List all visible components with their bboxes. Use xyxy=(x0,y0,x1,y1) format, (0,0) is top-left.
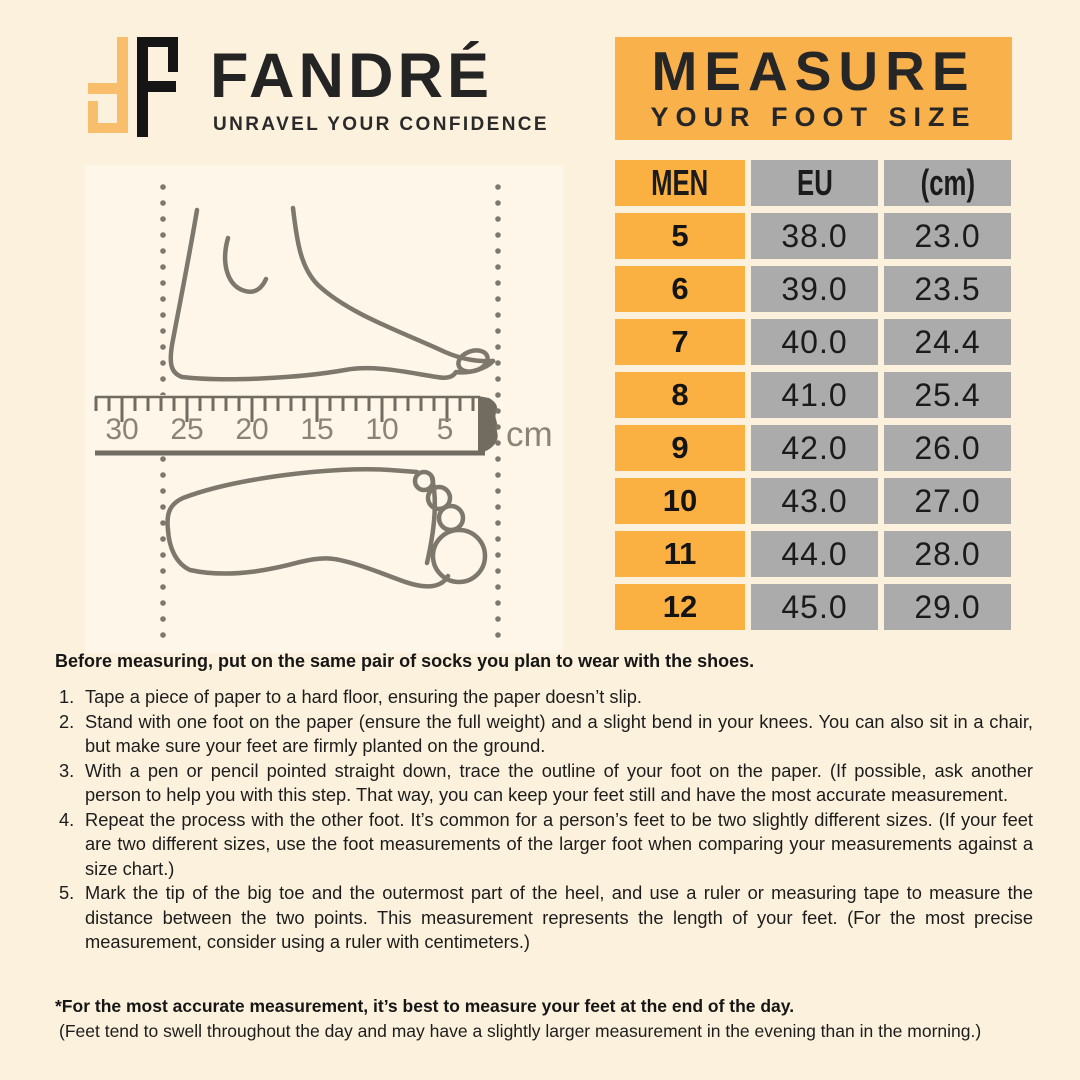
cell-men-size: 6 xyxy=(615,266,745,312)
ruler-label-20: 20 xyxy=(235,413,269,446)
instruction-step: Mark the tip of the big toe and the outermost part of the heel, and use a ruler or measuring tape to measure the distance between the two points. This measurement represents the length of your feet. (For the most precise measurement, consider using a ruler with centimeters.) xyxy=(85,882,1033,953)
header-eu: EU xyxy=(751,160,878,206)
cell-eu-size: 38.0 xyxy=(751,213,878,259)
ruler-label-30: 30 xyxy=(105,413,139,446)
ruler xyxy=(95,395,553,455)
header-men: MEN xyxy=(615,160,745,206)
cell-men-size: 10 xyxy=(615,478,745,524)
banner-title: MEASURE xyxy=(651,40,976,102)
ruler-label-10: 10 xyxy=(365,413,399,446)
cell-eu-size: 39.0 xyxy=(751,266,878,312)
brand-text xyxy=(210,33,549,136)
footnote-normal: (Feet tend to swell throughout the day and may have a slightly larger measurement in the evening than in the morning.) xyxy=(59,1021,982,1041)
cell-cm-size: 29.0 xyxy=(884,584,1011,630)
cell-eu-size: 45.0 xyxy=(751,584,878,630)
banner-subtitle: YOUR FOOT SIZE xyxy=(650,102,977,132)
dotted-line-right xyxy=(495,184,501,638)
brand-header xyxy=(88,33,549,138)
instructions-section xyxy=(55,651,1033,955)
cell-men-size: 12 xyxy=(615,584,745,630)
cell-cm-size: 24.4 xyxy=(884,319,1011,365)
cell-men-size: 11 xyxy=(615,531,745,577)
cell-cm-size: 25.4 xyxy=(884,372,1011,418)
ruler-label-5: 5 xyxy=(436,413,454,446)
cell-cm-size: 26.0 xyxy=(884,425,1011,471)
ruler-label-25: 25 xyxy=(170,413,204,446)
cell-eu-size: 43.0 xyxy=(751,478,878,524)
cell-men-size: 7 xyxy=(615,319,745,365)
cell-cm-size: 23.0 xyxy=(884,213,1011,259)
instructions-intro: Before measuring, put on the same pair of socks you plan to wear with the shoes. xyxy=(55,651,755,671)
cell-cm-size: 23.5 xyxy=(884,266,1011,312)
footnote-bold: *For the most accurate measurement, it’s best to measure your feet at the end of the day. xyxy=(55,996,795,1016)
cell-cm-size: 28.0 xyxy=(884,531,1011,577)
cell-men-size: 9 xyxy=(615,425,745,471)
instruction-step: Stand with one foot on the paper (ensure the full weight) and a slight bend in your knees. You can also sit in a chair, but make sure your feet are firmly planted on the ground. xyxy=(85,710,1033,757)
fandre-logo-icon xyxy=(88,33,188,138)
cell-men-size: 5 xyxy=(615,213,745,259)
ruler-label-15: 15 xyxy=(300,413,334,446)
size-table xyxy=(615,160,1011,630)
instruction-step: Tape a piece of paper to a hard floor, ensuring the paper doesn’t slip. xyxy=(85,686,642,707)
cell-eu-size: 41.0 xyxy=(751,372,878,418)
cell-eu-size: 42.0 xyxy=(751,425,878,471)
brand-name: FANDRÉ xyxy=(210,41,494,111)
cell-men-size: 8 xyxy=(615,372,745,418)
instruction-step: Repeat the process with the other foot. It’s common for a person’s feet to be two slightly different sizes. (If your feet are two different sizes, use the foot measurements of the larger foot when comparing your measurements against a size chart.) xyxy=(85,808,1033,879)
foot-measurement-diagram xyxy=(85,165,563,653)
cell-cm-size: 27.0 xyxy=(884,478,1011,524)
title-banner xyxy=(615,37,1012,140)
instruction-step: With a pen or pencil pointed straight down, trace the outline of your foot on the paper. (If possible, ask another person to help you with this step. That way, you can keep your feet still and have the most accurate measurement. xyxy=(85,759,1033,806)
brand-tagline: UNRAVEL YOUR CONFIDENCE xyxy=(213,114,550,135)
cell-eu-size: 44.0 xyxy=(751,531,878,577)
header-cm: (cm) xyxy=(884,160,1011,206)
ruler-unit-label: cm xyxy=(506,415,553,454)
footnote-section xyxy=(55,996,1045,1042)
steps-list xyxy=(85,685,1033,955)
cell-eu-size: 40.0 xyxy=(751,319,878,365)
